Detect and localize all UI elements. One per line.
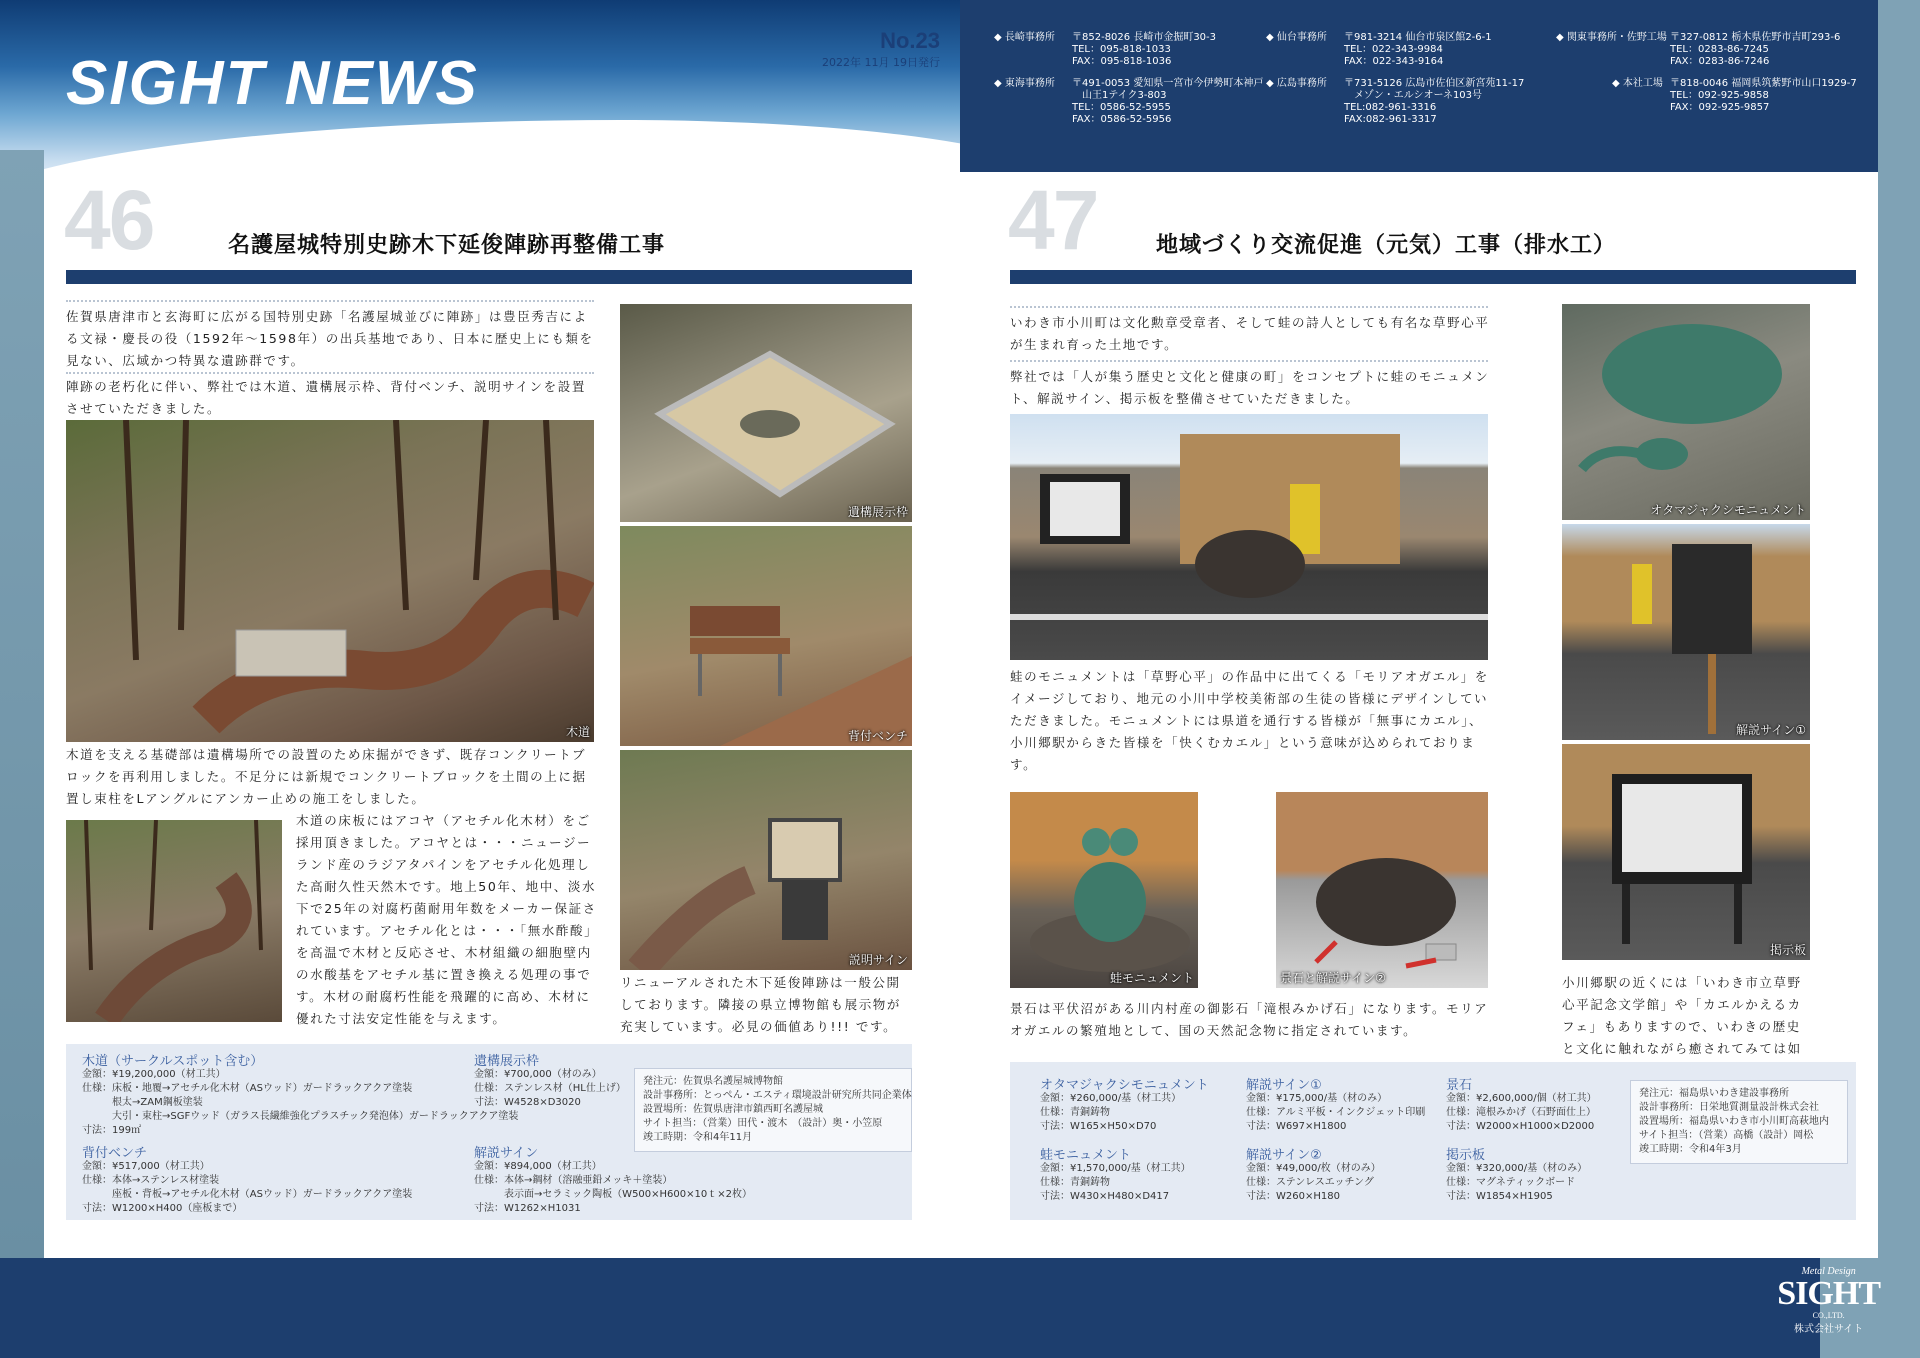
section-title: 名護屋城特別史跡木下延俊陣跡再整備工事 — [228, 233, 666, 258]
spec-heading: 木道（サークルスポット含む） — [82, 1054, 264, 1069]
board-illustration — [1562, 744, 1810, 960]
photo-caption: 蛙モニュメント — [1109, 971, 1194, 985]
photo-boardwalk-curve — [66, 820, 282, 1022]
photo-explanation-sign-1 — [1562, 524, 1810, 740]
issue-number: No.23 — [880, 28, 940, 53]
photo-explanation-sign — [620, 750, 912, 970]
photo-caption: オタマジャクシモニュメント — [1650, 503, 1806, 517]
office-header: ◆ 長崎事務所 〒852-8026 長崎市金掘町30-3 TEL：095-818-1033 FAX：095-818-1036 ◆ 仙台事務所 〒981-3214 仙台市泉区館2-6-1 TEL：022-343-9984 FAX：022-343-9164 ◆ 関東事務所・佐野工場 〒327-0812 栃木県佐野市吉町293-6 TEL：0283-86-7245 FAX：0283-86-7246 ◆ 東海事務所 〒491-0053 愛知県一宮市今伊勢町本神戸 山王1テイク3-803 TEL：0586-52-5955 FAX：0586-52-5956 ◆ 広島事務所 〒731-5126 広島市佐伯区新宮苑11-17 メゾン・エルシオーネ103号 TEL:082-961-3316 FAX:082-961-3317 ◆ 本社工場 〒818-0046 福岡県筑紫野市山口1929-7 TEL：092-925-9858 FAX：092-925-9857 — [960, 0, 1878, 172]
spec-text: 金額：¥175,000/基（材のみ） 仕様：アルミ平板・インクジェット印刷 寸法：W697×H1800 — [1246, 1093, 1426, 1132]
section-bar — [1010, 270, 1856, 284]
paragraph-monument: 蛙のモニュメントは「草野心平」の作品中に出てくる「モリアオガエル」をイメージしており、地元の小川中学校美術部の生徒の皆様にデザインしていただきました。モニュメントには県道を通行する皆様が「無事にカエル」、小川郷駅からきた皆様を「快くむカエル」という意味が込められております。 — [1010, 669, 1489, 772]
photo-bench — [620, 526, 912, 746]
photo-caption: 掲示板 — [1769, 943, 1806, 957]
spec-heading: 掲示板 — [1446, 1148, 1486, 1163]
footer-bar — [0, 1258, 1920, 1358]
paragraph-renewal: リニューアルされた木下延俊陣跡は一般公開しております。隣接の県立博物館も展示物が充実しています。必見の価値あり!!! です。 — [620, 975, 902, 1034]
spec-text: 金額：¥517,000（材工共） 仕様：本体→ステンレス材塗装 座板・背板→アセチル化木材（ASウッド）ガードラックアクア塗装 寸法：W1200×H400（座板まで） — [82, 1161, 413, 1214]
paragraph-museum: 小川郷駅の近くには「いわき市立草野心平記念文学館」や「カエルかえるカフェ」もありますので、いわきの歴史と文化に触れながら癒されてみては如 — [1562, 975, 1802, 1056]
photo-caption: 説明サイン — [848, 953, 908, 967]
photo-stone-sign — [1276, 792, 1488, 988]
paragraph-stone: 景石は平伏沼がある川内村産の御影石「滝根みかげ石」になります。モリアオガエルの繁殖地として、国の天然記念物に指定されています。 — [1010, 1001, 1489, 1038]
bench-illustration — [620, 526, 912, 746]
photo-plaza — [1010, 414, 1488, 660]
order-info: 発注元：福島県いわき建設事務所 設計事務所：日栄地質測量設計株式会社 設置場所：福島県いわき市小川町高萩地内 サイト担当：（営業）高橋（設計）岡松 竣工時期：令和4年3月 — [1630, 1080, 1848, 1164]
photo-exhibit-frame — [620, 304, 912, 522]
divider — [1010, 306, 1488, 308]
divider — [66, 300, 594, 302]
photo-caption: 景石と解説サイン② — [1280, 971, 1386, 985]
company-logo: Metal Design SIGHT CO.,LTD. 株式会社サイト — [1777, 1266, 1880, 1335]
spec-heading: 背付ベンチ — [82, 1146, 148, 1161]
section-title: 地域づくり交流促進（元気）工事（排水工） — [1156, 233, 1617, 258]
paragraph: 陣跡の老朽化に伴い、弊社では木道、遺構展示枠、背付ベンチ、説明サインを設置させていただきました。 — [66, 379, 586, 416]
right-page — [960, 0, 1920, 1358]
boardwalk-curve-illustration — [66, 820, 282, 1022]
sign-illustration — [620, 750, 912, 970]
issue-info — [822, 28, 940, 70]
photo-boardwalk — [66, 420, 594, 742]
spec-box — [66, 1044, 912, 1220]
photo-notice-board — [1562, 744, 1810, 960]
intro-text: いわき市小川町は文化勲章受章者、そして蛙の詩人としても有名な草野心平が生まれ育った土地です。 — [1010, 315, 1490, 352]
section-number: 47 — [1008, 173, 1098, 267]
stone-illustration — [1276, 792, 1488, 988]
spec-heading: 遺構展示枠 — [474, 1054, 540, 1069]
exhibit-frame-illustration — [620, 304, 912, 522]
spec-heading: 解説サイン — [474, 1146, 539, 1161]
spec-heading: 解説サイン① — [1246, 1078, 1322, 1093]
photo-tadpole-monument — [1562, 304, 1810, 520]
spec-text: 金額：¥49,000/枚（材のみ） 仕様：ステンレスエッチング 寸法：W260×H180 — [1246, 1163, 1381, 1202]
tadpole-illustration — [1562, 304, 1810, 520]
photo-caption: 遺構展示枠 — [847, 505, 908, 519]
order-info: 発注元：佐賀県名護屋城博物館 設計事務所：とっぺん・エスティ環境設計研究所共同企業体 設置場所：佐賀県唐津市鎮西町名護屋城 サイト担当：（営業）田代・渡木 （設計）奥・小笠原 竣工時期：令和4年11月 — [634, 1068, 912, 1152]
intro-text: 佐賀県唐津市と玄海町に広がる国特別史跡「名護屋城並びに陣跡」は豊臣秀吉による文禄・慶長の役（1592年〜1598年）の出兵基地であり、日本に歴史上にも類を見ない、広域かつ特異な遺跡群です。 — [66, 309, 594, 368]
spec-text: 金額：¥260,000/基（材工共） 仕様：青銅鋳物 寸法：W165×H50×D70 — [1040, 1093, 1182, 1132]
spec-heading: オタマジャクシモニュメント — [1040, 1078, 1209, 1093]
paragraph-acoya: 木道の床板にはアコヤ（アセチル化木材）をご採用頂きました。アコヤとは・・・ニュージーランド産のラジアタパインをアセチル化処理した高耐久性天然木です。地上50年、地中、淡水下で25年の対腐朽菌耐用年数をメーカー保証されています。アセチル化とは・・・「無水酢酸」を高温で木材と反応させ、木材組織の細胞壁内の水酸基をアセチル基に置き換える処理の事です。木材の耐腐朽性能を飛躍的に高め、木材に優れた寸法安定性能を与えます。 — [296, 813, 597, 1026]
spec-text: 金額：¥894,000（材工共） 仕様：本体→鋼材（溶融亜鉛メッキ＋塗装） 表示面→セラミック陶板（W500×H600×10ｔ×2枚） 寸法：W1262×H1031 — [474, 1161, 752, 1214]
frog-illustration — [1010, 792, 1198, 988]
divider — [66, 372, 594, 374]
spec-heading: 景石 — [1446, 1078, 1473, 1093]
left-sidebar — [0, 150, 44, 1258]
divider — [1010, 360, 1488, 362]
spec-text: 金額：¥700,000（材のみ） 仕様：ステンレス材（HL仕上げ） 寸法：W4528×D3020 — [474, 1069, 626, 1108]
spec-text: 金額：¥19,200,000（材工共） 仕様：床板・地覆→アセチル化木材（ASウッド）ガードラックアクア塗装 根太→ZAM鋼板塗装 大引・束柱→SGFウッド（ガラス長繊維強化プラスチック発泡体）ガードラックアクア塗装 寸法：199㎡ — [82, 1069, 519, 1136]
spec-text: 金額：¥2,600,000/個（材工共） 仕様：滝根みかげ（石野面仕上） 寸法：W2000×H1000×D2000 — [1446, 1093, 1597, 1132]
photo-caption: 木道 — [565, 725, 590, 739]
section-number: 46 — [64, 173, 154, 267]
photo-caption: 背付ベンチ — [847, 729, 908, 743]
spec-text: 金額：¥320,000/基（材のみ） 仕様：マグネティックボード 寸法：W1854×H1905 — [1446, 1163, 1588, 1202]
photo-caption: 解説サイン① — [1736, 723, 1806, 737]
newsletter-logo: SIGHT NEWS — [66, 49, 479, 118]
boardwalk-illustration — [66, 420, 594, 742]
photo-frog-monument — [1010, 792, 1198, 988]
spec-box — [1010, 1062, 1856, 1220]
right-sidebar — [1878, 0, 1920, 1260]
issue-date: 2022年 11月 19日発行 — [822, 56, 940, 69]
paragraph: 弊社では「人が集う歴史と文化と健康の町」をコンセプトに蛙のモニュメント、解説サイン、掲示板を整備させていただきました。 — [1010, 369, 1490, 406]
spec-heading: 解説サイン② — [1246, 1148, 1322, 1163]
spec-text: 金額：¥1,570,000/基（材工共） 仕様：青銅鋳物 寸法：W430×H480×D417 — [1040, 1163, 1191, 1202]
sign1-illustration — [1562, 524, 1810, 740]
spec-heading: 蛙モニュメント — [1040, 1148, 1132, 1163]
paragraph: 木道を支える基礎部は遺構場所での設置のため床掘ができず、既存コンクリートブロックを再利用しました。不足分には新規でコンクリートブロックを土間の上に据置し束柱をLアングルにアンカー止めの施工をしました。 — [66, 747, 587, 806]
plaza-illustration — [1010, 414, 1488, 660]
section-bar — [66, 270, 912, 284]
